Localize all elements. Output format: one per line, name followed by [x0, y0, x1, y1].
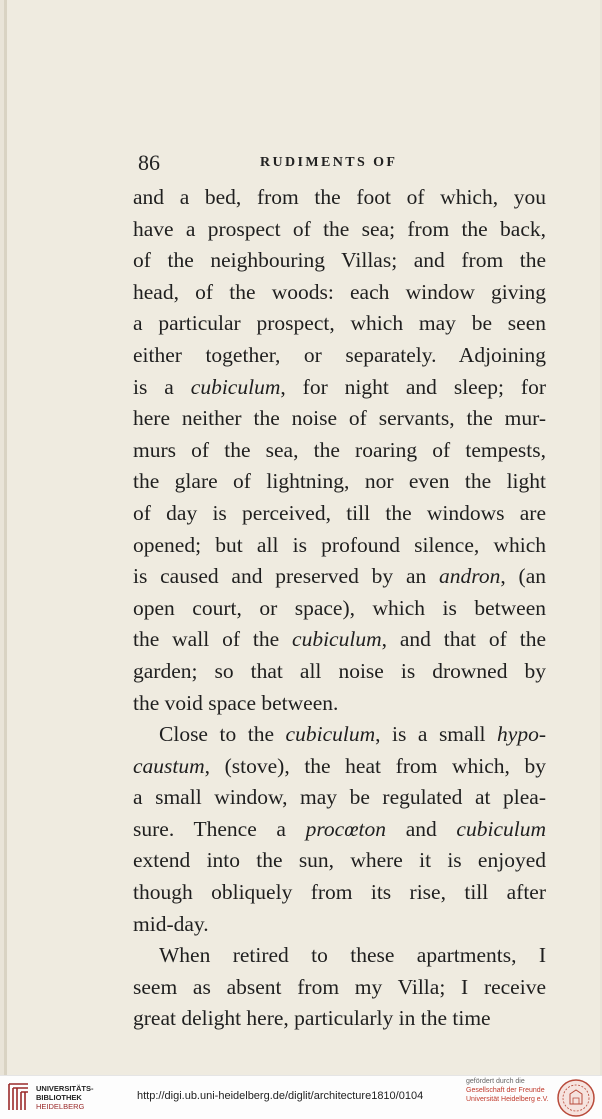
text-line: open court, or space), which is between [133, 595, 546, 620]
text-line: though obliquely from its rise, till after [133, 880, 546, 905]
text-line: opened; but all is profound silence, which [133, 532, 546, 557]
text-line: mid-day. [133, 911, 209, 936]
text-run: , and that of the [381, 627, 546, 652]
text-run: and [386, 816, 457, 841]
text-line: garden; so that all noise is drowned by [133, 658, 546, 683]
text-line: here neither the noise of servants, the mur- [133, 406, 546, 431]
italic-term: andron [439, 564, 501, 589]
library-name-line-3: HEIDELBERG [36, 1102, 85, 1111]
sponsor-intro: gefördert durch die [466, 1078, 525, 1085]
italic-term: cubiculum [456, 816, 546, 841]
text-line [133, 751, 546, 783]
text-line: seem as absent from my Villa; I receive [133, 974, 546, 999]
text-line: either together, or separately. Adjoining [133, 342, 546, 367]
italic-term: cubiculum [190, 374, 281, 399]
library-name-line-1: UNIVERSITÄTS- [36, 1084, 94, 1093]
text-line [133, 814, 546, 846]
text-line: a particular prospect, which may be seen [133, 311, 546, 336]
text-line: and a bed, from the foot of which, you [133, 185, 546, 209]
library-name-line-2: BIBLIOTHEK [36, 1093, 82, 1102]
italic-term: caustum [133, 753, 205, 778]
text-run: , is a small [375, 722, 498, 747]
italic-term: procœton [305, 816, 387, 841]
italic-term: cubiculum [285, 722, 376, 747]
text-run: sure. Thence a [133, 816, 306, 841]
university-library-logo-icon[interactable] [6, 1082, 32, 1112]
text-run: , for night and sleep; for [280, 374, 546, 399]
sponsor-name-line-2: Universität Heidelberg e.V. [466, 1096, 549, 1103]
text-line: head, of the woods: each window giving [133, 279, 546, 304]
text-line [133, 719, 546, 751]
text-run: is a [133, 374, 191, 399]
text-run: is caused and preserved by an [133, 564, 440, 589]
text-line: the glare of lightning, nor even the light [133, 469, 546, 494]
text-line [133, 624, 546, 656]
text-run: , (an [500, 564, 546, 589]
text-line: a small window, may be regulated at plea- [133, 785, 546, 810]
body-text [133, 182, 546, 1035]
italic-term: hypo- [497, 722, 546, 747]
text-line [133, 372, 546, 404]
text-line: have a prospect of the sea; from the back, [133, 216, 546, 241]
page-edge [4, 0, 7, 1075]
text-line: the void space between. [133, 690, 339, 715]
italic-term: cubiculum [292, 627, 382, 652]
footer-bar [0, 1075, 602, 1119]
text-line: of the neighbouring Villas; and from the [133, 248, 546, 273]
running-head [138, 150, 548, 178]
text-line: murs of the sea, the roaring of tempests, [133, 437, 546, 462]
text-run: Close to the [159, 722, 286, 747]
text-line [133, 561, 546, 593]
page-number: 86 [138, 150, 160, 175]
running-title: RUDIMENTS OF [260, 155, 398, 170]
text-line: of day is perceived, till the windows are [133, 500, 546, 525]
sponsor-credit [466, 1077, 549, 1104]
text-line: extend into the sun, where it is enjoyed [133, 848, 546, 873]
text-line: great delight here, particularly in the time [133, 1006, 491, 1031]
library-name [36, 1084, 94, 1111]
text-run: the wall of the [133, 627, 293, 652]
text-line: When retired to these apartments, I [159, 943, 546, 968]
text-run: , (stove), the heat from which, by [204, 753, 546, 778]
university-seal-icon [556, 1078, 596, 1118]
permalink-url[interactable]: http://digi.ub.uni-heidelberg.de/diglit/architecture1810/0104 [137, 1090, 424, 1102]
sponsor-name-line-1: Gesellschaft der Freunde [466, 1087, 545, 1094]
